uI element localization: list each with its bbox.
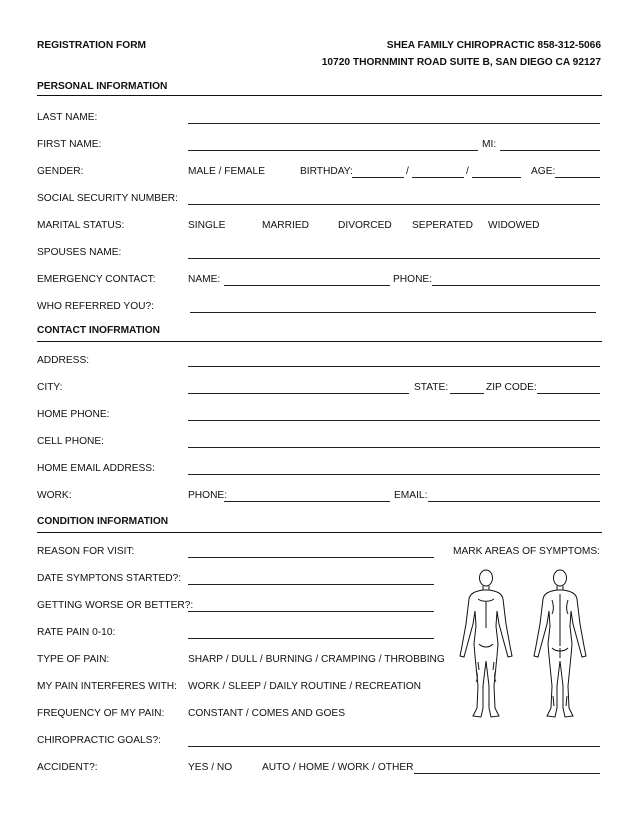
work-label: WORK: (37, 490, 72, 501)
gender-options[interactable]: MALE / FEMALE (188, 166, 265, 177)
section-divider (37, 532, 602, 533)
cell-phone-field[interactable] (188, 447, 600, 448)
pain-interferes-label: MY PAIN INTERFERES WITH: (37, 681, 177, 692)
city-label: CITY: (37, 382, 63, 393)
marital-option-single[interactable]: SINGLE (188, 220, 226, 231)
work-phone-label: PHONE: (188, 490, 228, 501)
marital-option-divorced[interactable]: DIVORCED (338, 220, 392, 231)
birthday-month-field[interactable] (352, 177, 404, 178)
age-field[interactable] (555, 177, 600, 178)
home-email-field[interactable] (188, 474, 600, 475)
body-symptom-diagram[interactable] (448, 566, 598, 726)
emergency-phone-field[interactable] (432, 285, 600, 286)
mi-label: MI: (482, 139, 497, 150)
cell-phone-label: CELL PHONE: (37, 436, 104, 447)
address-label: ADDRESS: (37, 355, 90, 366)
state-field[interactable] (450, 393, 484, 394)
gender-label: GENDER: (37, 166, 84, 177)
birthday-separator: / (406, 166, 409, 177)
emergency-name-field[interactable] (224, 285, 390, 286)
last-name-field[interactable] (188, 123, 600, 124)
worse-better-label: GETTING WORSE OR BETTER?: (37, 600, 194, 611)
birthday-year-field[interactable] (472, 177, 521, 178)
work-phone-field[interactable] (224, 501, 390, 502)
birthday-separator: / (466, 166, 469, 177)
city-field[interactable] (188, 393, 409, 394)
marital-option-widowed[interactable]: WIDOWED (488, 220, 540, 231)
zip-field[interactable] (537, 393, 600, 394)
section-heading-personal: PERSONAL INFORMATION (37, 81, 168, 92)
mi-field[interactable] (500, 150, 600, 151)
home-phone-label: HOME PHONE: (37, 409, 110, 420)
work-email-label: EMAIL: (394, 490, 428, 501)
spouse-name-field[interactable] (188, 258, 600, 259)
chiropractic-goals-field[interactable] (188, 746, 600, 747)
accident-type-options[interactable]: AUTO / HOME / WORK / OTHER (262, 762, 414, 773)
pain-rating-label: RATE PAIN 0-10: (37, 627, 116, 638)
section-divider (37, 341, 602, 342)
ssn-field[interactable] (188, 204, 600, 205)
reason-field[interactable] (188, 557, 434, 558)
mark-areas-label: MARK AREAS OF SYMPTOMS: (453, 546, 600, 557)
home-phone-field[interactable] (188, 420, 600, 421)
address-field[interactable] (188, 366, 600, 367)
work-email-field[interactable] (428, 501, 600, 502)
emergency-phone-label: PHONE: (393, 274, 433, 285)
emergency-name-label: NAME: (188, 274, 221, 285)
birthday-label: BIRTHDAY: (300, 166, 353, 177)
home-email-label: HOME EMAIL ADDRESS: (37, 463, 155, 474)
human-body-front-outline-icon (460, 570, 512, 717)
ssn-label: SOCIAL SECURITY NUMBER: (37, 193, 178, 204)
section-heading-condition: CONDITION INFORMATION (37, 516, 169, 527)
first-name-label: FIRST NAME: (37, 139, 102, 150)
birthday-day-field[interactable] (412, 177, 464, 178)
accident-label: ACCIDENT?: (37, 762, 98, 773)
spouse-name-label: SPOUSES NAME: (37, 247, 122, 258)
age-label: AGE: (531, 166, 556, 177)
first-name-field[interactable] (188, 150, 478, 151)
pain-rating-field[interactable] (188, 638, 434, 639)
clinic-name-phone: SHEA FAMILY CHIROPRACTIC 858-312-5066 (386, 40, 601, 51)
marital-option-separated[interactable]: SEPERATED (412, 220, 473, 231)
zip-label: ZIP CODE: (486, 382, 537, 393)
clinic-address: 10720 THORNMINT ROAD SUITE B, SAN DIEGO CA 92127 (321, 57, 601, 68)
symptoms-started-label: DATE SYMPTONS STARTED?: (37, 573, 182, 584)
referred-by-label: WHO REFERRED YOU?: (37, 301, 154, 312)
reason-label: REASON FOR VISIT: (37, 546, 135, 557)
accident-other-field[interactable] (414, 773, 600, 774)
accident-yes-no[interactable]: YES / NO (188, 762, 233, 773)
section-heading-contact: CONTACT INOFRMATION (37, 325, 160, 336)
pain-interferes-options[interactable]: WORK / SLEEP / DAILY ROUTINE / RECREATION (188, 681, 422, 692)
chiropractic-goals-label: CHIROPRACTIC GOALS?: (37, 735, 161, 746)
pain-frequency-options[interactable]: CONSTANT / COMES AND GOES (188, 708, 345, 719)
pain-type-options[interactable]: SHARP / DULL / BURNING / CRAMPING / THROBBING (188, 654, 445, 665)
form-title: REGISTRATION FORM (37, 40, 147, 51)
marital-status-label: MARITAL STATUS: (37, 220, 125, 231)
pain-frequency-label: FREQUENCY OF MY PAIN: (37, 708, 165, 719)
state-label: STATE: (414, 382, 449, 393)
symptoms-started-field[interactable] (188, 584, 434, 585)
marital-option-married[interactable]: MARRIED (262, 220, 309, 231)
last-name-label: LAST NAME: (37, 112, 98, 123)
pain-type-label: TYPE OF PAIN: (37, 654, 110, 665)
worse-better-field[interactable] (188, 611, 434, 612)
section-divider (37, 95, 602, 96)
human-body-back-outline-icon (534, 570, 586, 717)
emergency-contact-label: EMERGENCY CONTACT: (37, 274, 156, 285)
referred-by-field[interactable] (190, 312, 596, 313)
